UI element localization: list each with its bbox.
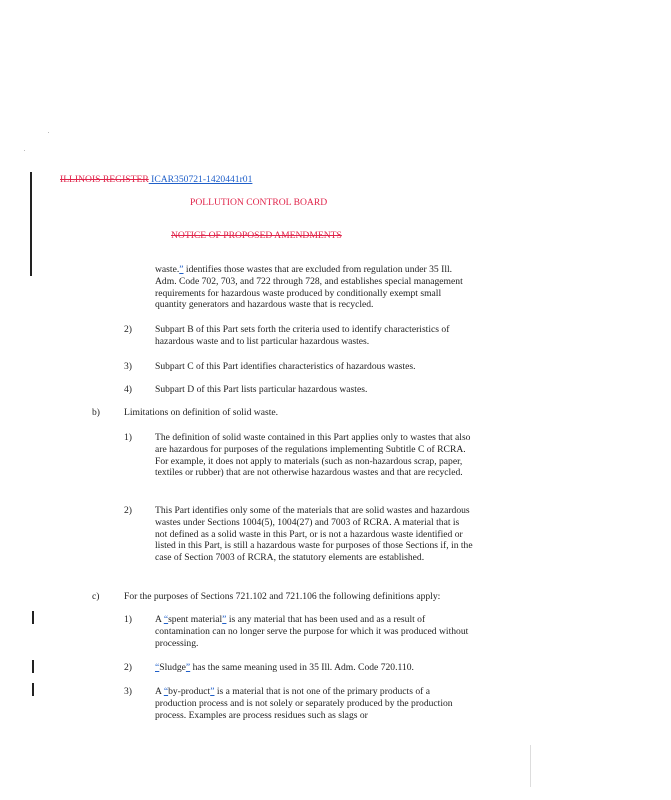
item-text xyxy=(155,686,473,721)
item-label: 1) xyxy=(124,614,132,625)
inserted-quote: ” xyxy=(179,264,184,275)
change-bar xyxy=(32,683,34,696)
scan-speck xyxy=(24,150,25,151)
item-text: This Part identifies only some of the materials that are solid wastes and hazardous wastes under Sections 1004(5), 1004(27) and 7003 of RCRA. A material that is not defined as a solid waste in this Part, or is not a hazardous waste identified or listed in this Part, is still a hazardous waste for purposes of those Sections if, in the case of Section 7003 of RCRA, the statutory elements are established. xyxy=(155,505,473,564)
item-text: The definition of solid waste contained in this Part applies only to wastes that also are hazardous for purposes of the regulations implementing Subtitle C of RCRA. For example, it does not apply to materials (such as non-hazardous scrap, paper, textiles or rubber) that are not otherwise hazardous wastes and that are recycled. xyxy=(155,432,471,479)
item-label: 2) xyxy=(124,505,132,516)
inserted-quote: “ xyxy=(163,614,169,625)
text-run: is any material that has been used and as a result of contamination can no longer serve the purpose for which it was produced without processing. xyxy=(155,614,469,649)
section-text: For the purposes of Sections 721.102 and 721.106 the following definitions apply: xyxy=(124,591,441,602)
inserted-quote: ” xyxy=(222,614,227,625)
register-header xyxy=(60,174,252,186)
item-text: Subpart B of this Part sets forth the criteria used to identify characteristics of hazardous waste and to list particular hazardous wastes. xyxy=(155,324,450,347)
text-run: waste. xyxy=(155,264,180,275)
section-label: c) xyxy=(92,591,100,602)
item-text: Subpart D of this Part lists particular hazardous wastes. xyxy=(155,384,368,395)
item-label: 1) xyxy=(124,432,132,443)
inserted-quote: “ xyxy=(155,662,160,673)
item-label: 4) xyxy=(124,384,132,395)
notice-title: NOTICE OF PROPOSED AMENDMENTS xyxy=(171,230,342,241)
paragraph-continuation xyxy=(155,264,473,311)
section-label: b) xyxy=(92,407,100,418)
item-label: 2) xyxy=(124,324,132,335)
item-label: 3) xyxy=(124,361,132,372)
scan-mark xyxy=(530,745,531,787)
item-label: 2) xyxy=(124,662,132,673)
register-code-inserted: ICAR350721-1420441r01 xyxy=(148,174,253,185)
text-run: A xyxy=(155,614,164,625)
defined-term: by-product xyxy=(168,686,211,697)
change-bar xyxy=(32,611,34,624)
item-text: Subpart C of this Part identifies characteristics of hazardous wastes. xyxy=(155,361,416,372)
defined-term: spent material xyxy=(168,614,223,625)
item-text xyxy=(155,662,473,674)
text-run: has the same meaning used in 35 Ill. Adm. Code 720.110. xyxy=(190,662,414,673)
board-title-text: POLLUTION CONTROL BOARD xyxy=(190,197,328,208)
defined-term: Sludge xyxy=(159,662,186,673)
inserted-quote: ” xyxy=(210,686,215,697)
section-text: Limitations on definition of solid waste. xyxy=(124,407,279,418)
scan-speck xyxy=(48,132,49,133)
item-text xyxy=(155,614,473,649)
text-run: A xyxy=(155,686,164,697)
inserted-quote: ” xyxy=(185,662,191,673)
change-bar xyxy=(30,172,32,276)
change-bar xyxy=(32,660,34,673)
inserted-quote: “ xyxy=(163,686,169,697)
item-label: 3) xyxy=(124,686,132,697)
register-title-deleted: ILLINOIS REGISTER xyxy=(60,174,149,185)
text-run: identifies those wastes that are excluded from regulation under 35 Ill. Adm. Code 702, 703, and 722 through 728, and establishes special management requirements for hazardous waste produced by conditionally exempt small quantity generators and hazardous waste that is recycled. xyxy=(155,264,463,311)
text-run: is a material that is not one of the primary products of a production process and is not solely or separately produced by the production process. Examples are process residues such as slags or xyxy=(155,686,453,721)
